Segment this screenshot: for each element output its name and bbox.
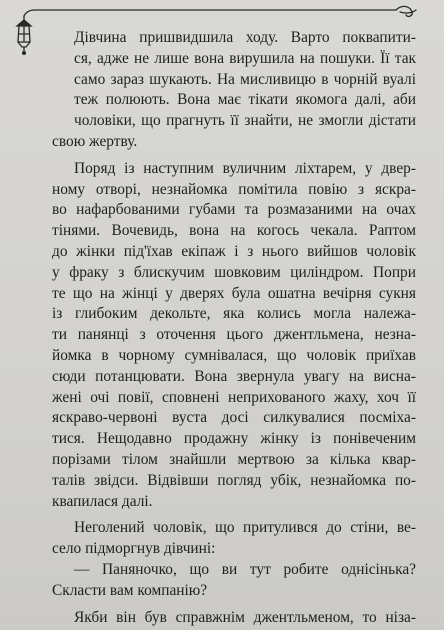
text-line: йомка в чорному сумнівалася, що чоловік приїхав	[52, 346, 416, 364]
text-line: Поряд із наступним вуличним ліхтарем, у двер-	[74, 159, 416, 177]
paragraph-2-end	[52, 492, 416, 513]
text-line: порізами тілом знайшли мертвою за кілька квар-	[52, 450, 416, 468]
text-line: теж полюють. Вона має тікати якомога далі, аби	[74, 91, 416, 109]
text-line: — Паняночко, що ви тут робите однісінька?	[74, 560, 416, 578]
body-text	[52, 28, 416, 628]
text-line: ти панянці з оточення цього джентльмена, незна-	[52, 326, 416, 344]
paragraph-3-end	[52, 539, 416, 560]
dialogue-line-end	[52, 581, 416, 602]
text-line: во нафарбованими губами та розмазаними на очах	[52, 201, 416, 219]
text-line: Скласти вам компанію?	[52, 581, 208, 599]
text-line: чоловіки, що прагнуть її знайти, не змогли дістати	[74, 112, 416, 130]
paragraph-1	[52, 28, 416, 132]
paragraph-2	[52, 159, 416, 180]
text-line: тися. Нещодавно продажну жінку із понівеченим	[52, 430, 416, 448]
text-line: ному отворі, незнайомка помітила повію з яскра-	[52, 180, 416, 198]
paragraph-2-body	[52, 180, 416, 492]
text-line: сюди потанцювати. Вона звернула увагу на висна-	[52, 367, 416, 385]
dialogue-line	[52, 560, 416, 581]
paragraph-5	[52, 608, 416, 629]
paragraph-3	[52, 518, 416, 539]
text-line: жені очі повії, сповнені неприхованого жаху, хоч її	[52, 388, 416, 406]
text-line: Якби він був справжнім джентльменом, то ніза-	[74, 608, 416, 626]
text-line: Неголений чоловік, що притулився до стіни, ве-	[74, 519, 416, 537]
text-line: Дівчина пришвидшила ходу. Варто поквапити-	[74, 29, 416, 46]
text-line: талів звідси. Відвівши погляд убік, незнайомка по-	[52, 471, 416, 489]
text-line: село підморгнув дівчині:	[52, 540, 216, 558]
text-line: само зараз шукають. На мисливицю в чорній вуалі	[74, 70, 416, 88]
paragraph-1-end	[52, 132, 416, 153]
text-line: квапилася далі.	[52, 492, 153, 510]
text-line: те що на жінці у дверях була ошатна вечірня сукня	[52, 284, 416, 302]
text-line: у фраку з блискучим шовковим циліндром. Попри	[52, 263, 416, 281]
text-line: до жінки під'їхав екіпаж і з нього вийшов чоловік	[52, 242, 416, 260]
text-line: ся, адже не лише вона вирушила на пошуки. Її так	[74, 49, 416, 67]
text-line: із глибоким декольте, яка колись могла належа-	[52, 305, 416, 323]
text-line: тінями. Вочевидь, вона на когось чекала. Раптом	[52, 222, 416, 240]
text-line: яскраво-червоні вуста досі силкувалися посміха-	[52, 409, 416, 427]
text-line: свою жертву.	[52, 132, 138, 150]
